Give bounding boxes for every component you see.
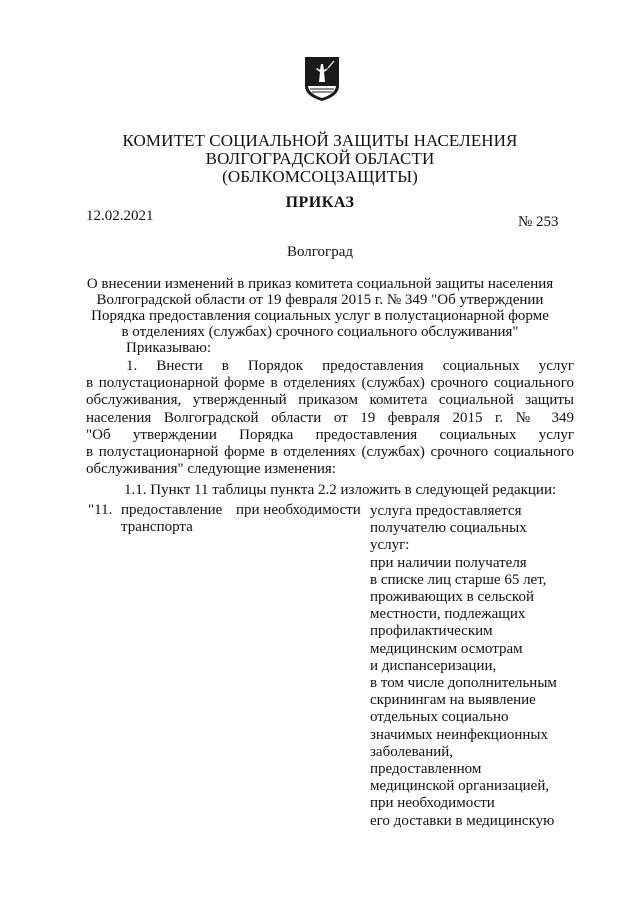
paragraph-line: "Об утверждении Порядка предоставления социальных услуг	[86, 426, 574, 443]
description-line: медицинским осмотрам	[370, 640, 523, 657]
description-line: и диспансеризации,	[370, 657, 497, 674]
document-type: ПРИКАЗ	[285, 194, 355, 211]
paragraph-1	[86, 358, 574, 478]
description-line: значимых неинфекционных	[370, 726, 548, 743]
table-condition: при необходимости	[236, 502, 361, 518]
subject-line-4: в отделениях (службах) срочного социального обслуживания"	[121, 324, 519, 340]
service-name-line: предоставление	[121, 502, 223, 518]
description-line: заболеваний,	[370, 743, 454, 760]
table-service-name	[121, 502, 222, 536]
document-date: 12.02.2021	[86, 208, 154, 224]
paragraph-line: в полустационарной форме в отделениях (службах) срочного социального	[86, 444, 574, 461]
organization-name	[0, 132, 640, 186]
description-line: скринингам на выявление	[370, 692, 536, 709]
description-line: при наличии получателя	[370, 554, 527, 571]
description-line: его доставки в медицинскую	[370, 812, 555, 829]
description-line: при необходимости	[370, 795, 495, 812]
description-line: услуг:	[370, 537, 410, 554]
document-number: № 253	[518, 214, 559, 230]
table-description	[370, 503, 580, 830]
org-line-2: ВОЛГОГРАДСКОЙ ОБЛАСТИ	[205, 149, 435, 168]
paragraph-line: обслуживания" следующие изменения:	[86, 461, 336, 478]
paragraph-line: обслуживания, утвержденный приказом комитета социальной защиты	[86, 392, 574, 409]
subject-line-1: О внесении изменений в приказ комитета социальной защиты населения	[86, 276, 554, 292]
description-line: получателю социальных	[370, 520, 527, 537]
description-line: услуга предоставляется	[370, 503, 522, 519]
volgograd-coat-of-arms-icon	[304, 56, 340, 102]
service-name-line: транспорта	[121, 519, 193, 535]
sub-item-1-1: 1.1. Пункт 11 таблицы пункта 2.2 изложить в следующей редакции:	[124, 482, 557, 498]
document-subject	[0, 276, 640, 340]
order-word: Приказываю:	[126, 340, 211, 356]
description-line: в том числе дополнительным	[370, 675, 557, 692]
subject-line-2: Волгоградской области от 19 февраля 2015 г. № 349 "Об утверждении	[96, 292, 544, 308]
document-city: Волгоград	[286, 244, 353, 260]
subject-line-3: Порядка предоставления социальных услуг в полустационарной форме	[91, 308, 549, 324]
description-line: местности, подлежащих	[370, 606, 526, 623]
org-line-1: КОМИТЕТ СОЦИАЛЬНОЙ ЗАЩИТЫ НАСЕЛЕНИЯ	[122, 131, 518, 150]
table-row-number: "11.	[88, 502, 113, 518]
paragraph-line: населения Волгоградской области от 19 февраля 2015 г. № 349	[86, 409, 574, 426]
description-line: проживающих в сельской	[370, 589, 534, 606]
org-line-3: (ОБЛКОМСОЦЗАЩИТЫ)	[222, 167, 418, 186]
paragraph-line: в полустационарной форме в отделениях (службах) срочного социального	[86, 375, 574, 392]
paragraph-line: 1. Внести в Порядок предоставления социальных услуг	[126, 358, 574, 374]
description-line: в списке лиц старше 65 лет,	[370, 571, 547, 588]
description-line: отдельных социально	[370, 709, 509, 726]
description-line: предоставленном	[370, 761, 482, 778]
description-line: профилактическим	[370, 623, 493, 640]
description-line: медицинской организацией,	[370, 778, 550, 795]
